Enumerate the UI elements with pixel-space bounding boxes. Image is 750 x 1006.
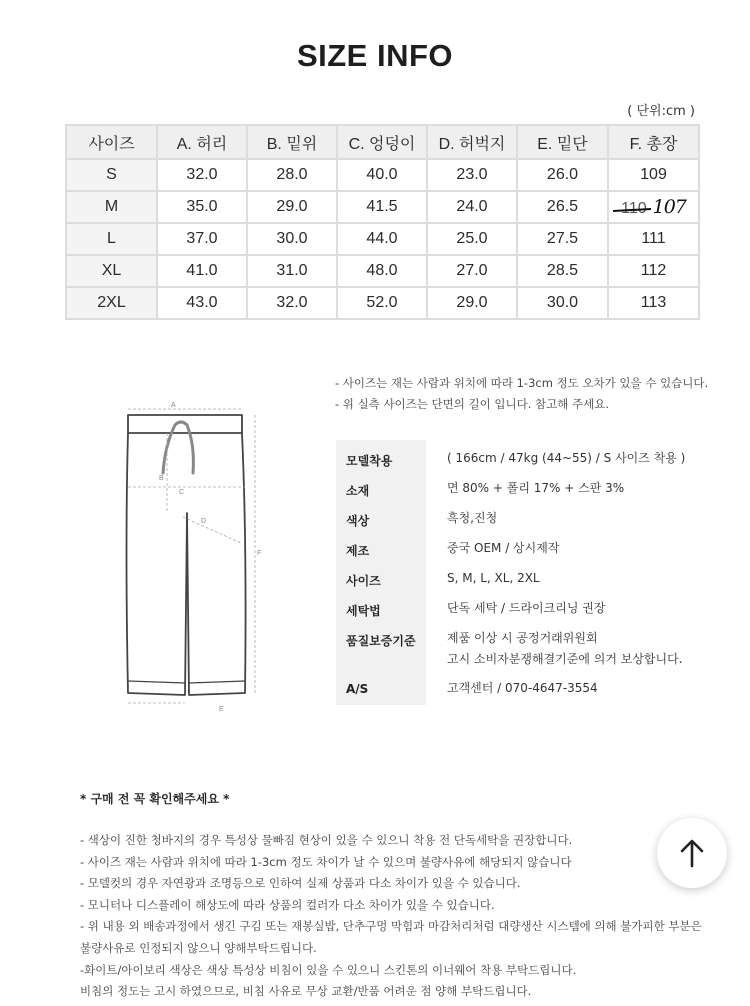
cell-value: 40.0 <box>337 159 427 191</box>
handwritten-correction: 107 <box>652 196 686 218</box>
info-value: 흑청,진청 <box>447 511 498 525</box>
cell-value: 37.0 <box>157 223 247 255</box>
cell-value: 28.0 <box>247 159 337 191</box>
info-value: 단독 세탁 / 드라이크리닝 권장 <box>447 601 606 615</box>
arrow-up-icon <box>678 837 706 869</box>
info-label: 색상 <box>346 514 370 528</box>
table-row <box>66 287 699 319</box>
cell-value: 30.0 <box>247 223 337 255</box>
cell-value: 113 <box>608 287 699 319</box>
header-waist: A. 허리 <box>157 125 247 159</box>
info-label: 사이즈 <box>346 574 381 588</box>
caution-item: -화이트/아이보리 색상은 색상 특성상 비침이 있을 수 있으니 스킨톤의 이너웨어 착용 부탁드립니다. <box>80 962 577 977</box>
size-table-header-row <box>66 125 699 159</box>
diagram-label-b: B <box>159 475 164 482</box>
cell-value: 44.0 <box>337 223 427 255</box>
header-size: 사이즈 <box>66 125 157 159</box>
scroll-top-button[interactable] <box>657 818 727 888</box>
caution-item: - 모델컷의 경우 자연광과 조명등으로 인하여 실제 상품과 다소 차이가 있을 수 있습니다. <box>80 876 521 891</box>
table-row <box>66 159 699 191</box>
cell-value: 111 <box>608 223 699 255</box>
cell-size: 2XL <box>66 287 157 319</box>
caution-list <box>80 830 702 1003</box>
info-value: S, M, L, XL, 2XL <box>447 571 540 585</box>
cell-value: 29.0 <box>247 191 337 223</box>
cell-value: 29.0 <box>427 287 517 319</box>
product-info <box>336 440 702 705</box>
struck-value: 110 <box>621 200 647 217</box>
cell-value: 109 <box>608 159 699 191</box>
cell-size: S <box>66 159 157 191</box>
info-value: 중국 OEM / 상시제작 <box>447 541 560 555</box>
cell-value: 35.0 <box>157 191 247 223</box>
table-row <box>66 223 699 255</box>
info-value: 면 80% + 폴리 17% + 스판 3% <box>447 481 625 495</box>
header-rise: B. 밑위 <box>247 125 337 159</box>
caution-item: - 모니터나 디스플레이 해상도에 따라 상품의 컬러가 다소 차이가 있을 수 있습니다. <box>80 897 495 912</box>
diagram-label-a: A <box>171 402 176 409</box>
cell-value: 112 <box>608 255 699 287</box>
caution-item: - 색상이 진한 청바지의 경우 특성상 물빠짐 현상이 있을 수 있으니 착용 전 단독세탁을 권장합니다. <box>80 833 573 847</box>
header-hem: E. 밑단 <box>517 125 608 159</box>
info-value: ( 166cm / 47kg (44~55) / S 사이즈 착용 ) <box>447 451 686 465</box>
diagram-label-c: C <box>179 489 185 496</box>
cell-size: XL <box>66 255 157 287</box>
info-value <box>447 628 683 670</box>
cell-size: L <box>66 223 157 255</box>
note-item: - 위 실측 사이즈는 단면의 길이 입니다. 참고해 주세요. <box>335 397 609 411</box>
info-value: 고객센터 / 070-4647-3554 <box>447 681 598 695</box>
cell-value: 41.5 <box>337 191 427 223</box>
pants-diagram <box>95 395 295 715</box>
info-label: 소재 <box>346 484 370 498</box>
cell-value: 48.0 <box>337 255 427 287</box>
caution-item: 비침의 정도는 고시 하였으므로, 비침 사유로 무상 교환/반품 어려운 점 양해 부탁드립니다. <box>80 984 532 999</box>
cell-value: 26.5 <box>517 191 608 223</box>
info-label: 제조 <box>346 544 370 558</box>
header-hip: C. 엉덩이 <box>337 125 427 159</box>
diagram-label-f: F <box>257 550 262 557</box>
header-thigh: D. 허벅지 <box>427 125 517 159</box>
size-table <box>65 124 700 320</box>
cell-value: 52.0 <box>337 287 427 319</box>
cell-size: M <box>66 191 157 223</box>
size-notes <box>335 373 708 415</box>
caution-item: 불량사유로 인정되지 않으니 양해부탁드립니다. <box>80 940 317 955</box>
info-label: 품질보증기준 <box>346 634 416 648</box>
info-label: 모델착용 <box>346 454 393 468</box>
note-item: - 사이즈는 재는 사람과 위치에 따라 1-3cm 정도 오차가 있을 수 있습니다. <box>335 376 709 390</box>
cell-value: 27.0 <box>427 255 517 287</box>
cell-value: 27.5 <box>517 223 608 255</box>
table-row <box>66 255 699 287</box>
info-value-line: 제품 이상 시 공정거래위원회 <box>447 631 598 645</box>
unit-label: ( 단위:cm ) <box>627 104 695 119</box>
cell-value: 30.0 <box>517 287 608 319</box>
cell-value: 43.0 <box>157 287 247 319</box>
cell-value: 23.0 <box>427 159 517 191</box>
cell-value: 32.0 <box>247 287 337 319</box>
caution-item: - 위 내용 외 배송과정에서 생긴 구김 또는 재봉실밥, 단추구멍 막힘과 마감처리처럼 대량생산 시스템에 의해 불가피한 부분은 <box>80 919 702 934</box>
caution-item: - 사이즈 재는 사람과 위치에 따라 1-3cm 정도 차이가 날 수 있으며 불량사유에 해당되지 않습니다 <box>80 854 572 869</box>
cell-value: 26.0 <box>517 159 608 191</box>
cell-value: 24.0 <box>427 191 517 223</box>
diagram-label-d: D <box>201 518 207 525</box>
table-row <box>66 191 699 223</box>
info-value-line: 고시 소비자분쟁해결기준에 의거 보상합니다. <box>447 652 683 666</box>
info-label: A/S <box>346 682 369 696</box>
diagram-label-e: E <box>219 706 224 713</box>
purchase-notice-title: * 구매 전 꼭 확인해주세요 * <box>80 792 230 806</box>
cell-value: 25.0 <box>427 223 517 255</box>
cell-value: 41.0 <box>157 255 247 287</box>
cell-value-corrected <box>608 191 699 223</box>
info-label: 세탁법 <box>346 604 381 618</box>
cell-value: 28.5 <box>517 255 608 287</box>
cell-value: 31.0 <box>247 255 337 287</box>
page-title: SIZE INFO <box>296 38 454 73</box>
cell-value: 32.0 <box>157 159 247 191</box>
header-length: F. 총장 <box>608 125 699 159</box>
